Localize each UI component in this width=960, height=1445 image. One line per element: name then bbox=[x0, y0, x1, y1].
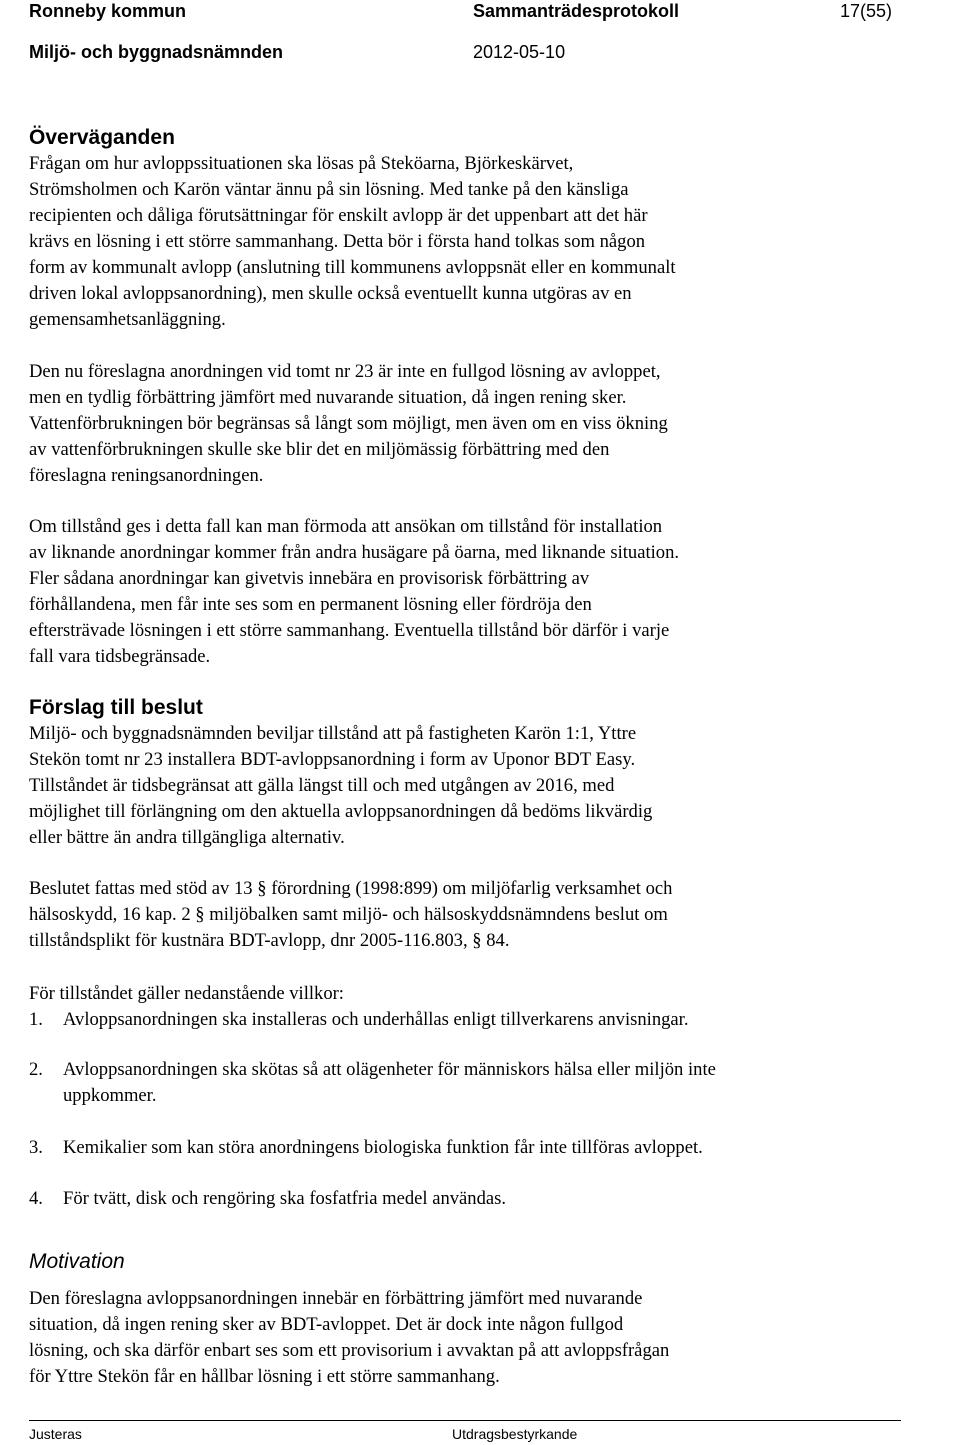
text-line: Beslutet fattas med stöd av 13 § förordning (1998:899) om miljöfarlig verksamhet och bbox=[29, 878, 673, 899]
conditions-intro bbox=[29, 981, 829, 1007]
text-line: av liknande anordningar kommer från andra husägare på öarna, med liknande situation. bbox=[29, 542, 680, 563]
text-line: fall vara tidsbegränsade. bbox=[29, 646, 211, 667]
condition-text bbox=[63, 1135, 863, 1161]
text-line: hälsoskydd, 16 kap. 2 § miljöbalken samt miljö- och hälsoskyddsnämndens beslut om bbox=[29, 904, 668, 925]
text-line: För tvätt, disk och rengöring ska fosfatfria medel användas. bbox=[63, 1188, 507, 1209]
board-name: Miljö- och byggnadsnämnden bbox=[29, 42, 284, 62]
document-type: Sammanträdesprotokoll bbox=[473, 1, 680, 21]
text-line: Tillståndet är tidsbegränsat att gälla längst till och med utgången av 2016, med bbox=[29, 775, 615, 796]
forslag-paragraph-1 bbox=[29, 721, 829, 851]
text-line: situation, då ingen rening sker av BDT-avloppet. Det är dock inte någon fullgod bbox=[29, 1314, 624, 1335]
text-line: för Yttre Stekön får en hållbar lösning i ett större sammanhang. bbox=[29, 1366, 500, 1387]
footer-utdragsbestyrkande: Utdragsbestyrkande bbox=[452, 1426, 578, 1442]
text-line: form av kommunalt avlopp (anslutning till kommunens avloppsnät eller en kommunalt bbox=[29, 257, 676, 278]
text-line: Den föreslagna avloppsanordningen innebär en förbättring jämfört med nuvarande bbox=[29, 1288, 643, 1309]
text-line: För tillståndet gäller nedanstående villkor: bbox=[29, 983, 344, 1004]
text-line: möjlighet till förlängning om den aktuella avloppsanordningen då bedöms likvärdig bbox=[29, 801, 653, 822]
page-number: 17(55) bbox=[840, 1, 893, 21]
text-line: eller bättre än andra tillgängliga alternativ. bbox=[29, 827, 345, 848]
text-line: Den nu föreslagna anordningen vid tomt nr 23 är inte en fullgod lösning av avloppet, bbox=[29, 361, 661, 382]
overvaganden-paragraph-1 bbox=[29, 151, 829, 333]
motivation-paragraph bbox=[29, 1286, 829, 1390]
text-line: Strömsholmen och Karön väntar ännu på sin lösning. Med tanke på den känsliga bbox=[29, 179, 629, 200]
text-line: eftersträvade lösningen i ett större sammanhang. Eventuella tillstånd bör därför i varje bbox=[29, 620, 670, 641]
meeting-date: 2012-05-10 bbox=[473, 42, 566, 62]
text-line: förhållandena, men får inte ses som en permanent lösning eller fördröja den bbox=[29, 594, 592, 615]
text-line: lösning, och ska därför enbart ses som ett provisorium i avvaktan på att avloppsfrågan bbox=[29, 1340, 670, 1361]
overvaganden-paragraph-3 bbox=[29, 514, 829, 670]
footer-rule bbox=[29, 1420, 901, 1421]
text-line: Fler sådana anordningar kan givetvis innebära en provisorisk förbättring av bbox=[29, 568, 590, 589]
text-line: Kemikalier som kan störa anordningens biologiska funktion får inte tillföras avloppet. bbox=[63, 1137, 703, 1158]
heading-motivation: Motivation bbox=[29, 1250, 125, 1273]
text-line: gemensamhetsanläggning. bbox=[29, 309, 226, 330]
text-line: krävs en lösning i ett större sammanhang. Detta bör i första hand tolkas som någon bbox=[29, 231, 646, 252]
text-line: Frågan om hur avloppssituationen ska lösas på Steköarna, Björkeskärvet, bbox=[29, 153, 574, 174]
text-line: av vattenförbrukningen skulle ske blir det en miljömässig förbättring med den bbox=[29, 439, 610, 460]
text-line: Vattenförbrukningen bör begränsas så långt som möjligt, men även om en viss ökning bbox=[29, 413, 668, 434]
condition-number: 2. bbox=[29, 1059, 43, 1080]
heading-forslag-till-beslut: Förslag till beslut bbox=[29, 696, 203, 719]
condition-text bbox=[63, 1186, 863, 1212]
condition-number: 3. bbox=[29, 1137, 43, 1158]
text-line: Miljö- och byggnadsnämnden beviljar tillstånd att på fastigheten Karön 1:1, Yttre bbox=[29, 723, 637, 744]
text-line: uppkommer. bbox=[63, 1085, 157, 1106]
forslag-paragraph-2 bbox=[29, 876, 829, 954]
heading-overvaganden: Överväganden bbox=[29, 126, 175, 149]
condition-number: 1. bbox=[29, 1009, 43, 1030]
text-line: tillståndsplikt för kustnära BDT-avlopp, dnr 2005-116.803, § 84. bbox=[29, 930, 510, 951]
condition-text bbox=[63, 1007, 863, 1033]
text-line: Om tillstånd ges i detta fall kan man förmoda att ansökan om tillstånd för installation bbox=[29, 516, 663, 537]
text-line: men en tydlig förbättring jämfört med nuvarande situation, då ingen rening sker. bbox=[29, 387, 627, 408]
text-line: driven lokal avloppsanordning), men skulle också eventuellt kunna utgöras av en bbox=[29, 283, 632, 304]
text-line: föreslagna reningsanordningen. bbox=[29, 465, 264, 486]
overvaganden-paragraph-2 bbox=[29, 359, 829, 489]
text-line: Stekön tomt nr 23 installera BDT-avloppsanordning i form av Uponor BDT Easy. bbox=[29, 749, 636, 770]
condition-number: 4. bbox=[29, 1188, 43, 1209]
municipality-name: Ronneby kommun bbox=[29, 1, 187, 21]
text-line: recipienten och dåliga förutsättningar för enskilt avlopp är det uppenbart att det här bbox=[29, 205, 648, 226]
text-line: Avloppsanordningen ska installeras och underhållas enligt tillverkarens anvisningar. bbox=[63, 1009, 689, 1030]
footer-justeras: Justeras bbox=[29, 1426, 82, 1442]
condition-text bbox=[63, 1057, 863, 1109]
text-line: Avloppsanordningen ska skötas så att olägenheter för människors hälsa eller miljön inte bbox=[63, 1059, 716, 1080]
